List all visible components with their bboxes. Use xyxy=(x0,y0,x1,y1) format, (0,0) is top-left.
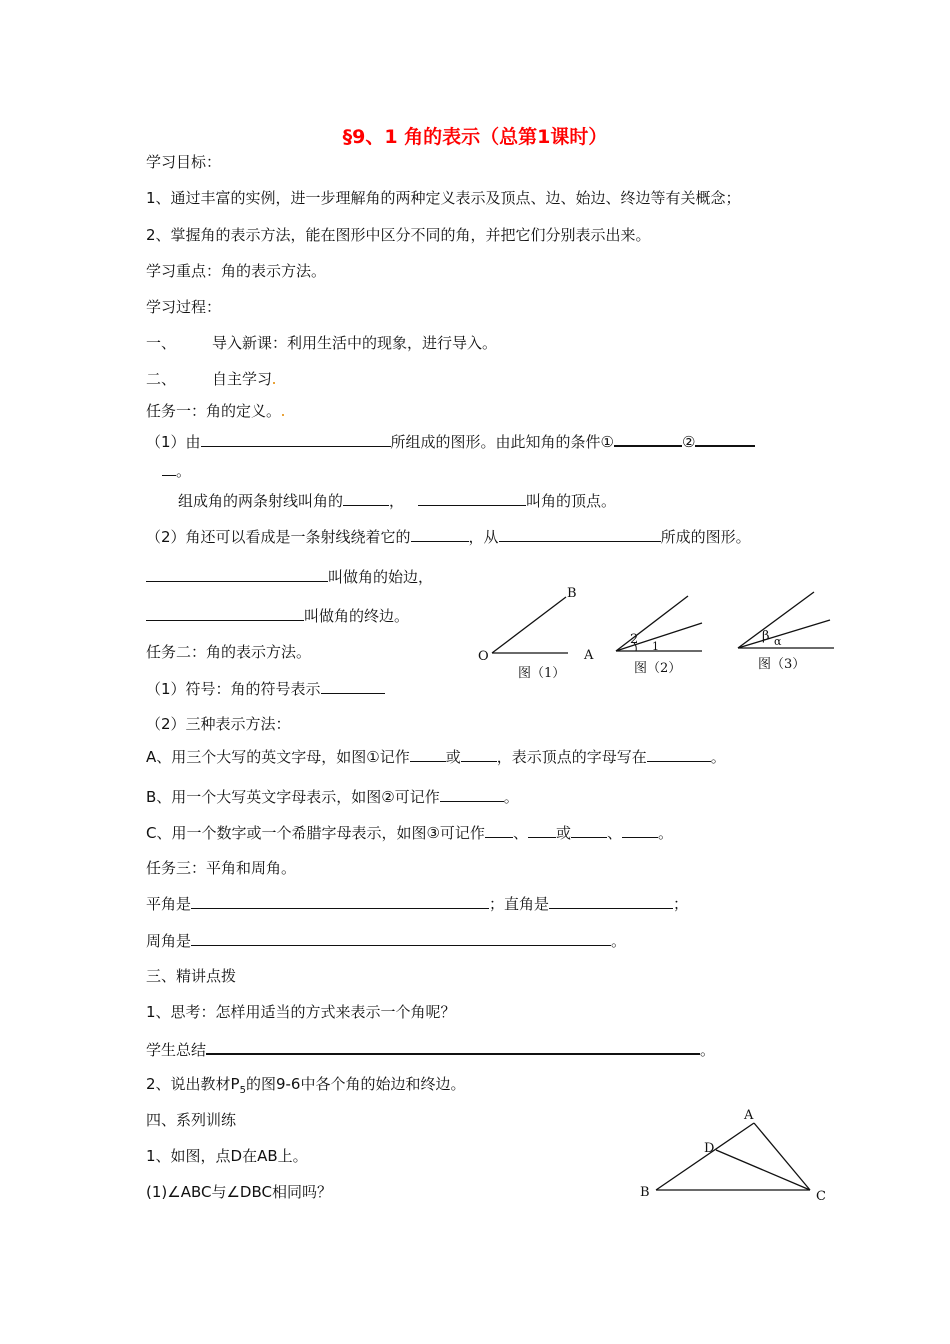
goal-2: 2、掌握角的表示方法，能在图形中区分不同的角，并把它们分别表示出来。 xyxy=(146,226,651,244)
page-title: §9、1 角的表示（总第1课时） xyxy=(342,126,608,148)
figure-1 xyxy=(470,580,610,685)
triangle-figure xyxy=(636,1106,836,1206)
q1-end: 。 xyxy=(176,462,192,480)
blank[interactable] xyxy=(206,1038,700,1055)
method-a-4: 。 xyxy=(710,748,726,766)
method-a-3: ，表示顶点的字母写在 xyxy=(496,748,647,766)
fig1-label-b: B xyxy=(567,586,577,601)
blank[interactable] xyxy=(162,460,176,476)
method-c-2: 、 xyxy=(512,824,528,842)
blank[interactable] xyxy=(191,893,489,909)
q1-cond2: ② xyxy=(682,433,696,451)
line2-a: 组成角的两条射线叫角的 xyxy=(178,492,344,510)
method-a-1: A、用三个大写的英文字母，如图①记作 xyxy=(146,748,410,766)
fig3-label-alpha: α xyxy=(774,635,782,648)
mark-dot xyxy=(282,414,284,416)
full-label: 周角是 xyxy=(146,932,192,950)
part-1 xyxy=(146,333,497,353)
blank[interactable] xyxy=(201,431,391,447)
task-1-q1 xyxy=(146,430,755,452)
q1-prefix: （1）由 xyxy=(146,433,201,451)
part-2-number: 二、 xyxy=(146,370,177,388)
blank[interactable] xyxy=(146,605,304,621)
q1-middle: 所组成的图形。由此知角的条件① xyxy=(390,433,614,451)
blank[interactable] xyxy=(499,526,661,542)
blank[interactable] xyxy=(343,490,389,506)
student-summary xyxy=(146,1038,715,1060)
right-label: ；直角是 xyxy=(489,895,550,913)
start-side-text: 叫做角的始边， xyxy=(328,568,434,586)
task-1-text: 任务一：角的定义。 xyxy=(146,402,282,420)
part-2 xyxy=(146,369,276,389)
end-side-line xyxy=(146,605,409,626)
task-2-q1 xyxy=(146,678,385,699)
task-1-q2 xyxy=(146,526,751,547)
blank[interactable] xyxy=(571,822,607,838)
flat-label: 平角是 xyxy=(146,895,192,913)
page-subscript: 5 xyxy=(239,1085,246,1096)
part-4-q1: 1、如图，点D在AB上。 xyxy=(146,1147,308,1165)
q2-c: 所成的图形。 xyxy=(660,528,751,546)
method-c-5: 。 xyxy=(657,824,673,842)
fig2-caption: 图（2） xyxy=(634,661,682,676)
part-1-text: 导入新课：利用生活中的现象，进行导入。 xyxy=(212,334,498,352)
part-4-heading: 四、系列训练 xyxy=(146,1111,237,1129)
goals-heading: 学习目标： xyxy=(146,153,222,171)
task-1-q1-cont xyxy=(162,460,191,481)
blank[interactable] xyxy=(191,930,611,946)
right-end: ； xyxy=(673,895,689,913)
method-b xyxy=(146,786,519,807)
triangle-label-d: D xyxy=(704,1141,715,1156)
figure-3 xyxy=(734,588,844,678)
task-1-heading xyxy=(146,401,285,421)
method-c-4: 、 xyxy=(606,824,622,842)
fig2-label-1: 1 xyxy=(652,640,659,653)
part-3-q2 xyxy=(146,1074,465,1101)
task-1-q1-line2 xyxy=(178,490,616,511)
blank[interactable] xyxy=(528,822,556,838)
fig2-label-2: 2 xyxy=(630,632,639,647)
method-c-3: 或 xyxy=(555,824,571,842)
blank[interactable] xyxy=(549,893,673,909)
triangle-label-a: A xyxy=(744,1108,754,1123)
blank[interactable] xyxy=(485,822,513,838)
blank[interactable] xyxy=(647,746,711,762)
blank[interactable] xyxy=(695,430,755,447)
method-a xyxy=(146,746,726,767)
end-side-text: 叫做角的终边。 xyxy=(304,607,410,625)
part-3-heading: 三、精讲点拨 xyxy=(146,967,237,985)
blank[interactable] xyxy=(418,490,526,506)
task-2-q2: （2）三种表示方法： xyxy=(146,715,291,733)
fig3-caption: 图（3） xyxy=(758,657,806,672)
blank[interactable] xyxy=(321,678,385,694)
blank[interactable] xyxy=(461,746,497,762)
line2-b: ， xyxy=(389,492,405,510)
q2-b: ，从 xyxy=(468,528,499,546)
part-4-q1-sub: (1)∠ABC与∠DBC相同吗？ xyxy=(146,1183,332,1201)
blank[interactable] xyxy=(440,786,504,802)
full-end: 。 xyxy=(611,932,627,950)
q2-a: （2）角还可以看成是一条射线绕着它的 xyxy=(146,528,411,546)
q2-text-a: 2、说出教材P xyxy=(146,1075,240,1093)
blank[interactable] xyxy=(411,526,469,542)
task-2-heading: 任务二：角的表示方法。 xyxy=(146,643,312,661)
start-side-line xyxy=(146,566,433,587)
t2-q1-text: （1）符号：角的符号表示 xyxy=(146,680,321,698)
blank[interactable] xyxy=(146,566,328,582)
method-b-2: 。 xyxy=(503,788,519,806)
method-a-2: 或 xyxy=(445,748,461,766)
line2-c: 叫角的顶点。 xyxy=(526,492,617,510)
fig1-label-a: A xyxy=(584,648,594,663)
part-1-number: 一、 xyxy=(146,334,177,352)
summary-label: 学生总结 xyxy=(146,1041,207,1059)
blank[interactable] xyxy=(614,430,682,447)
mark-dot xyxy=(273,382,275,384)
fig1-label-o: O xyxy=(478,649,489,664)
q2-text-b: 的图9-6中各个角的始边和终边。 xyxy=(245,1075,466,1093)
process-heading: 学习过程： xyxy=(146,298,222,316)
figure-2 xyxy=(612,588,712,678)
triangle-label-b: B xyxy=(640,1185,650,1200)
part-3-q1: 1、思考：怎样用适当的方式来表示一个角呢？ xyxy=(146,1003,456,1021)
summary-end: 。 xyxy=(700,1041,716,1059)
focus-line: 学习重点：角的表示方法。 xyxy=(146,262,327,280)
flat-right-angle xyxy=(146,893,688,914)
method-c-1: C、用一个数字或一个希腊字母表示，如图③可记作 xyxy=(146,824,485,842)
blank[interactable] xyxy=(410,746,446,762)
blank[interactable] xyxy=(622,822,658,838)
method-b-1: B、用一个大写英文字母表示，如图②可记作 xyxy=(146,788,440,806)
triangle-label-c: C xyxy=(816,1189,826,1204)
task-3-heading: 任务三：平角和周角。 xyxy=(146,859,297,877)
method-c xyxy=(146,822,673,843)
goal-1: 1、通过丰富的实例，进一步理解角的两种定义表示及顶点、边、始边、终边等有关概念； xyxy=(146,189,741,207)
full-angle xyxy=(146,930,626,951)
fig3-label-beta: β xyxy=(762,629,770,644)
part-2-text: 自主学习 xyxy=(212,370,273,388)
fig1-caption: 图（1） xyxy=(518,666,566,681)
